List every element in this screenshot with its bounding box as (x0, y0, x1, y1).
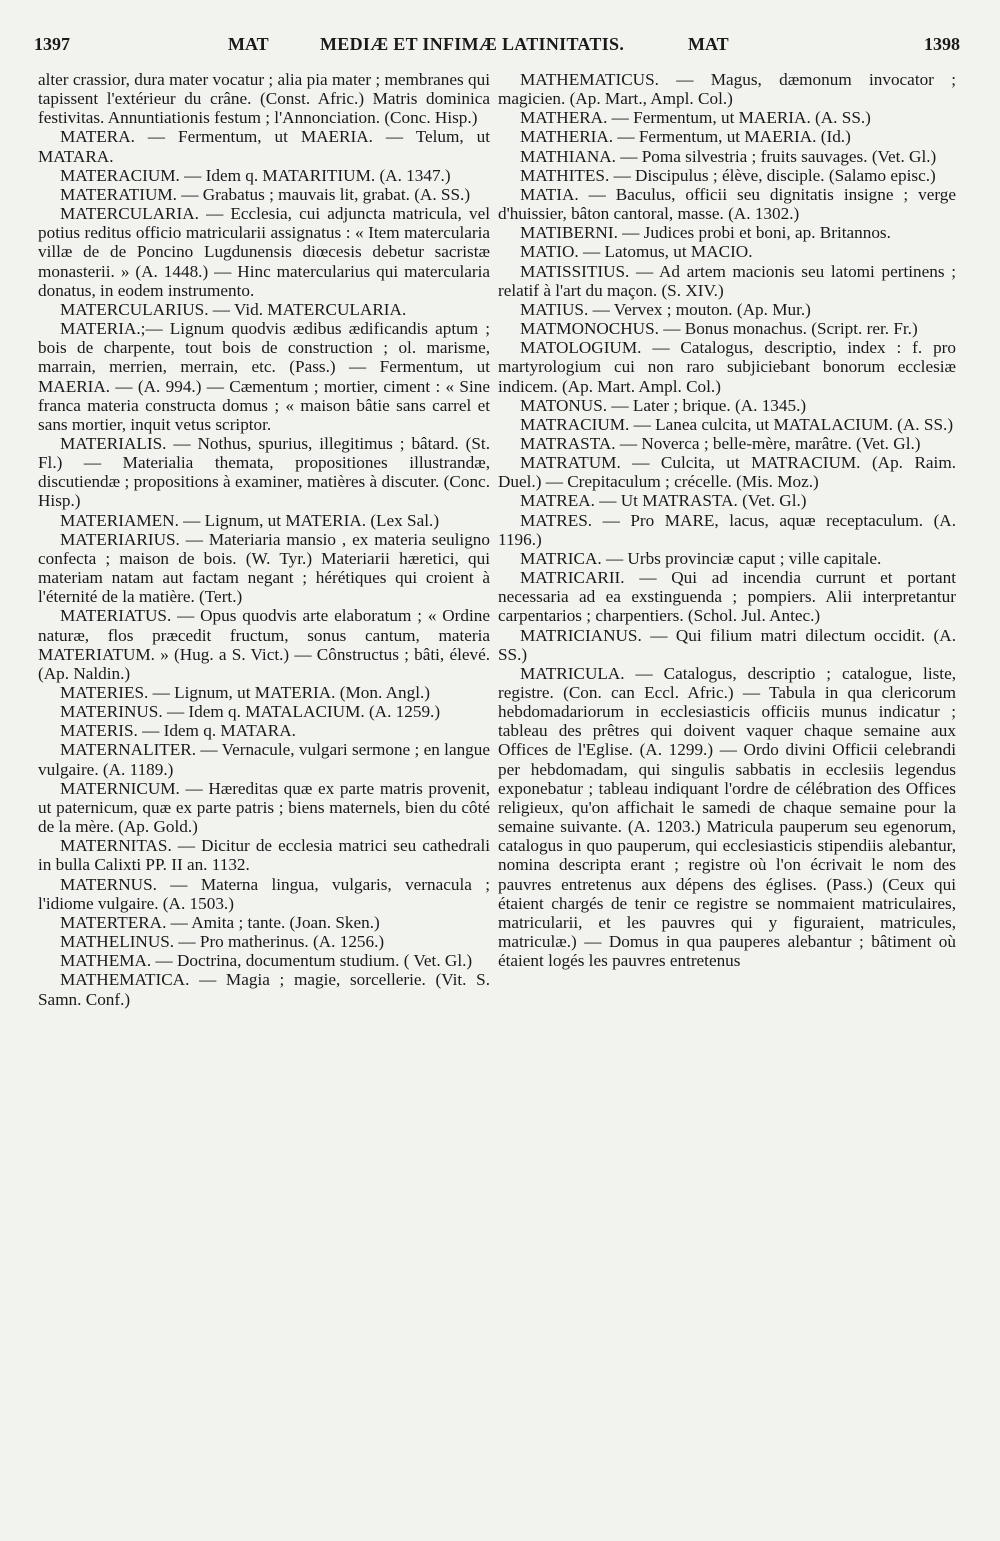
dictionary-entry: MATERATIUM. — Grabatus ; mauvais lit, grabat. (A. SS.) (60, 184, 471, 204)
running-title: MEDIÆ ET INFIMÆ LATINITATIS. (320, 34, 625, 54)
dictionary-entry: MATHEMATICUS. — Magus, dæmonum invocator ; magicien. (Ap. Mart., Ampl. Col.) (498, 70, 956, 109)
dictionary-entry: MATHEMA. — Doctrina, documentum studium. ( Vet. Gl.) (60, 951, 473, 971)
dictionary-entry: MATERIARIUS. — Materiaria mansio , ex materia seuligno confecta ; maison de bois. (W. Tyr.) Materiarii hæretici, qui materiam natam aut factam negant ; hérétiques qui croient à l'éternité de la matière. (Tert.) (38, 529, 490, 607)
left-page-number: 1397 (34, 34, 70, 54)
dictionary-entry: MATERIES. — Lignum, ut MATERIA. (Mon. Angl.) (60, 683, 431, 702)
right-column (498, 70, 956, 970)
dictionary-entry: MATERIA.;— Lignum quodvis ædibus ædificandis aptum ; bois de charpente, tout bois de construction ; ol. marisme, marrain, merrien, merrain, etc. (Pass.) — Fermentum, ut MAERIA. — (A. 994.) — Cæmentum ; mortier, ciment : « Sine franca materia constructa domus ; « maison bâtie sans carrel et sans mortier, inquit vetus scriptor. (38, 319, 490, 434)
dictionary-entry: MATISSITIUS. — Ad artem macionis seu latomi pertinens ; relatif à l'art du maçon. (S. XIV.) (498, 261, 956, 300)
dictionary-entry: MATIA. — Baculus, officii seu dignitatis insigne ; verge d'huissier, bâton cantoral, masse. (A. 1302.) (498, 184, 956, 224)
dictionary-entry: MATHELINUS. — Pro matherinus. (A. 1256.) (60, 932, 385, 952)
dictionary-entry: MATERCULARIA. — Ecclesia, cui adjuncta matricula, vel potius reditus officio matricularii assignatus : « Item matercularia villæ de de Poncino Lugdunensis diœcesis debetur sacristæ monasterii. » (A. 1448.) — Hinc matercularius qui matercularia donatus, in eodem instrumento. (38, 204, 490, 300)
dictionary-entry: MATMONOCHUS. — Bonus monachus. (Script. rer. Fr.) (520, 319, 918, 339)
dictionary-entry: MATERIS. — Idem q. MATARA. (60, 721, 296, 741)
dictionary-entry: MATERNUS. — Materna lingua, vulgaris, vernacula ; l'idiome vulgaire. (A. 1503.) (38, 874, 490, 913)
dictionary-entry: MATRICARII. — Qui ad incendia currunt et portant necessaria ad ea exstinguenda ; pompiers. Alii interpretantur carpentarios ; charpentiers. (Schol. Jul. Antec.) (498, 568, 956, 626)
dictionary-entry: MATHEMATICA. — Magia ; magie, sorcellerie. (Vit. S. Samn. Conf.) (38, 970, 490, 1009)
dictionary-entry: MATONUS. — Later ; brique. (A. 1345.) (520, 395, 807, 415)
dictionary-entry: MATERNICUM. — Hæreditas quæ ex parte matris provenit, ut paternicum, quæ ex parte patris ; biens maternels, bien du côté de la mère. (Ap. Gold.) (38, 778, 490, 837)
dictionary-entry: MATRICA. — Urbs provinciæ caput ; ville capitale. (520, 548, 882, 568)
dictionary-entry: MATIBERNI. — Judices probi et boni, ap. Britannos. (520, 223, 891, 243)
dictionary-entry: MATERACIUM. — Idem q. MATARITIUM. (A. 1347.) (60, 165, 451, 185)
dictionary-entry: MATRICIANUS. — Qui filium matri dilectum occidit. (A. SS.) (498, 625, 956, 664)
page-header (34, 34, 960, 58)
dictionary-entry: MATRACIUM. — Lanea culcita, ut MATALACIUM. (A. SS.) (520, 414, 954, 434)
dictionary-entry: MATRICULA. — Catalogus, descriptio ; catalogue, liste, registre. (Con. can Eccl. Afric.) — Tabula in qua clericorum hebdomadariorum in ecclesiasticis officiis munus indicatur ; tableau des prêtres qui doivent vaquer chaque semaine aux Offices de l'Eglise. (A. 1299.) — Ordo divini Officii celebrandi per hebdomadam, qui singulis sabbatis in ecclesiis legendus exponebatur ; tableau indiquant l'ordre de célébration des Offices religieux, qu'on affichait le samedi de chaque semaine pour la semaine suivante. (A. 1203.) Matricula pauperum seu egenorum, catalogus in quo pauperum, qui ecclesiasticis stipendiis alebantur, nomina descripta erant ; registre où l'on écrivait le nom des pauvres entretenus aux dépens des églises. (Pass.) (Ceux qui étaient chargés de tenir ce registre se nommaient matriculaires, matricularii, et les pauvres qui y figuraient, matricules, matriculæ.) — Domus in qua pauperes alebantur ; bâtiment où étaient logés les pauvres entretenus (498, 663, 956, 971)
dictionary-entry: MATHERA. — Fermentum, ut MAERIA. (A. SS.) (520, 108, 871, 128)
right-page-number: 1398 (924, 34, 960, 54)
right-guide-word: MAT (688, 34, 729, 54)
dictionary-entry: MATERNITAS. — Dicitur de ecclesia matrici seu cathedrali in bulla Calixti PP. II an. 1132. (38, 836, 490, 875)
dictionary-entry: MATHERIA. — Fermentum, ut MAERIA. (Id.) (520, 127, 851, 147)
dictionary-entry: MATERIATUS. — Opus quodvis arte elaboratum ; « Ordine naturæ, flos præcedit fructum, sonus cantum, materia MATERIATUM. » (Hug. a S. Vict.) — Cônstructus ; bâti, élevé. (Ap. Naldin.) (38, 606, 490, 683)
dictionary-entry: MATRES. — Pro MARE, lacus, aquæ receptaculum. (A. 1196.) (498, 510, 956, 549)
dictionary-entry: MATERA. — Fermentum, ut MAERIA. — Telum, ut MATARA. (38, 127, 490, 166)
dictionary-entry: MATERINUS. — Idem q. MATALACIUM. (A. 1259.) (60, 702, 441, 722)
dictionary-entry: MATHITES. — Discipulus ; élève, disciple. (Salamo episc.) (520, 165, 936, 185)
dictionary-entry: MATIUS. — Vervex ; mouton. (Ap. Mur.) (520, 299, 811, 319)
dictionary-entry: alter crassior, dura mater vocatur ; alia pia mater ; membranes qui tapissent l'extérieur du crâne. (Const. Afric.) Matris dominica festivitas. Annuntiationis festum ; l'Annonciation. (Conc. Hisp.) (38, 70, 490, 128)
dictionary-entry: MATHIANA. — Poma silvestria ; fruits sauvages. (Vet. Gl.) (520, 146, 937, 166)
dictionary-entry: MATIO. — Latomus, ut MACIO. (520, 242, 753, 262)
dictionary-entry: MATERNALITER. — Vernacule, vulgari sermone ; en langue vulgaire. (A. 1189.) (38, 740, 490, 779)
dictionary-entry: MATREA. — Ut MATRASTA. (Vet. Gl.) (520, 491, 807, 511)
dictionary-entry: MATERIAMEN. — Lignum, ut MATERIA. (Lex Sal.) (60, 510, 440, 530)
dictionary-entry: MATRASTA. — Noverca ; belle-mère, marâtre. (Vet. Gl.) (520, 433, 921, 453)
dictionary-entry: MATOLOGIUM. — Catalogus, descriptio, index : f. pro martyrologium cui non raro subjiciebant bonorum ecclesiæ indicem. (Ap. Mart. Ampl. Col.) (498, 338, 956, 396)
left-column (38, 70, 490, 1009)
dictionary-entry: MATERTERA. — Amita ; tante. (Joan. Sken.) (60, 912, 380, 932)
left-guide-word: MAT (228, 34, 269, 54)
dictionary-entry: MATRATUM. — Culcita, ut MATRACIUM. (Ap. Raim. Duel.) — Crepitaculum ; crécelle. (Mis. Moz.) (498, 453, 956, 492)
dictionary-entry: MATERCULARIUS. — Vid. MATERCULARIA. (60, 299, 407, 319)
dictionary-entry: MATERIALIS. — Nothus, spurius, illegitimus ; bâtard. (St. Fl.) — Materialia themata, propositiones illustrandæ, discutiendæ ; propositions à examiner, matières à discuter. (Conc. Hisp.) (38, 433, 490, 511)
